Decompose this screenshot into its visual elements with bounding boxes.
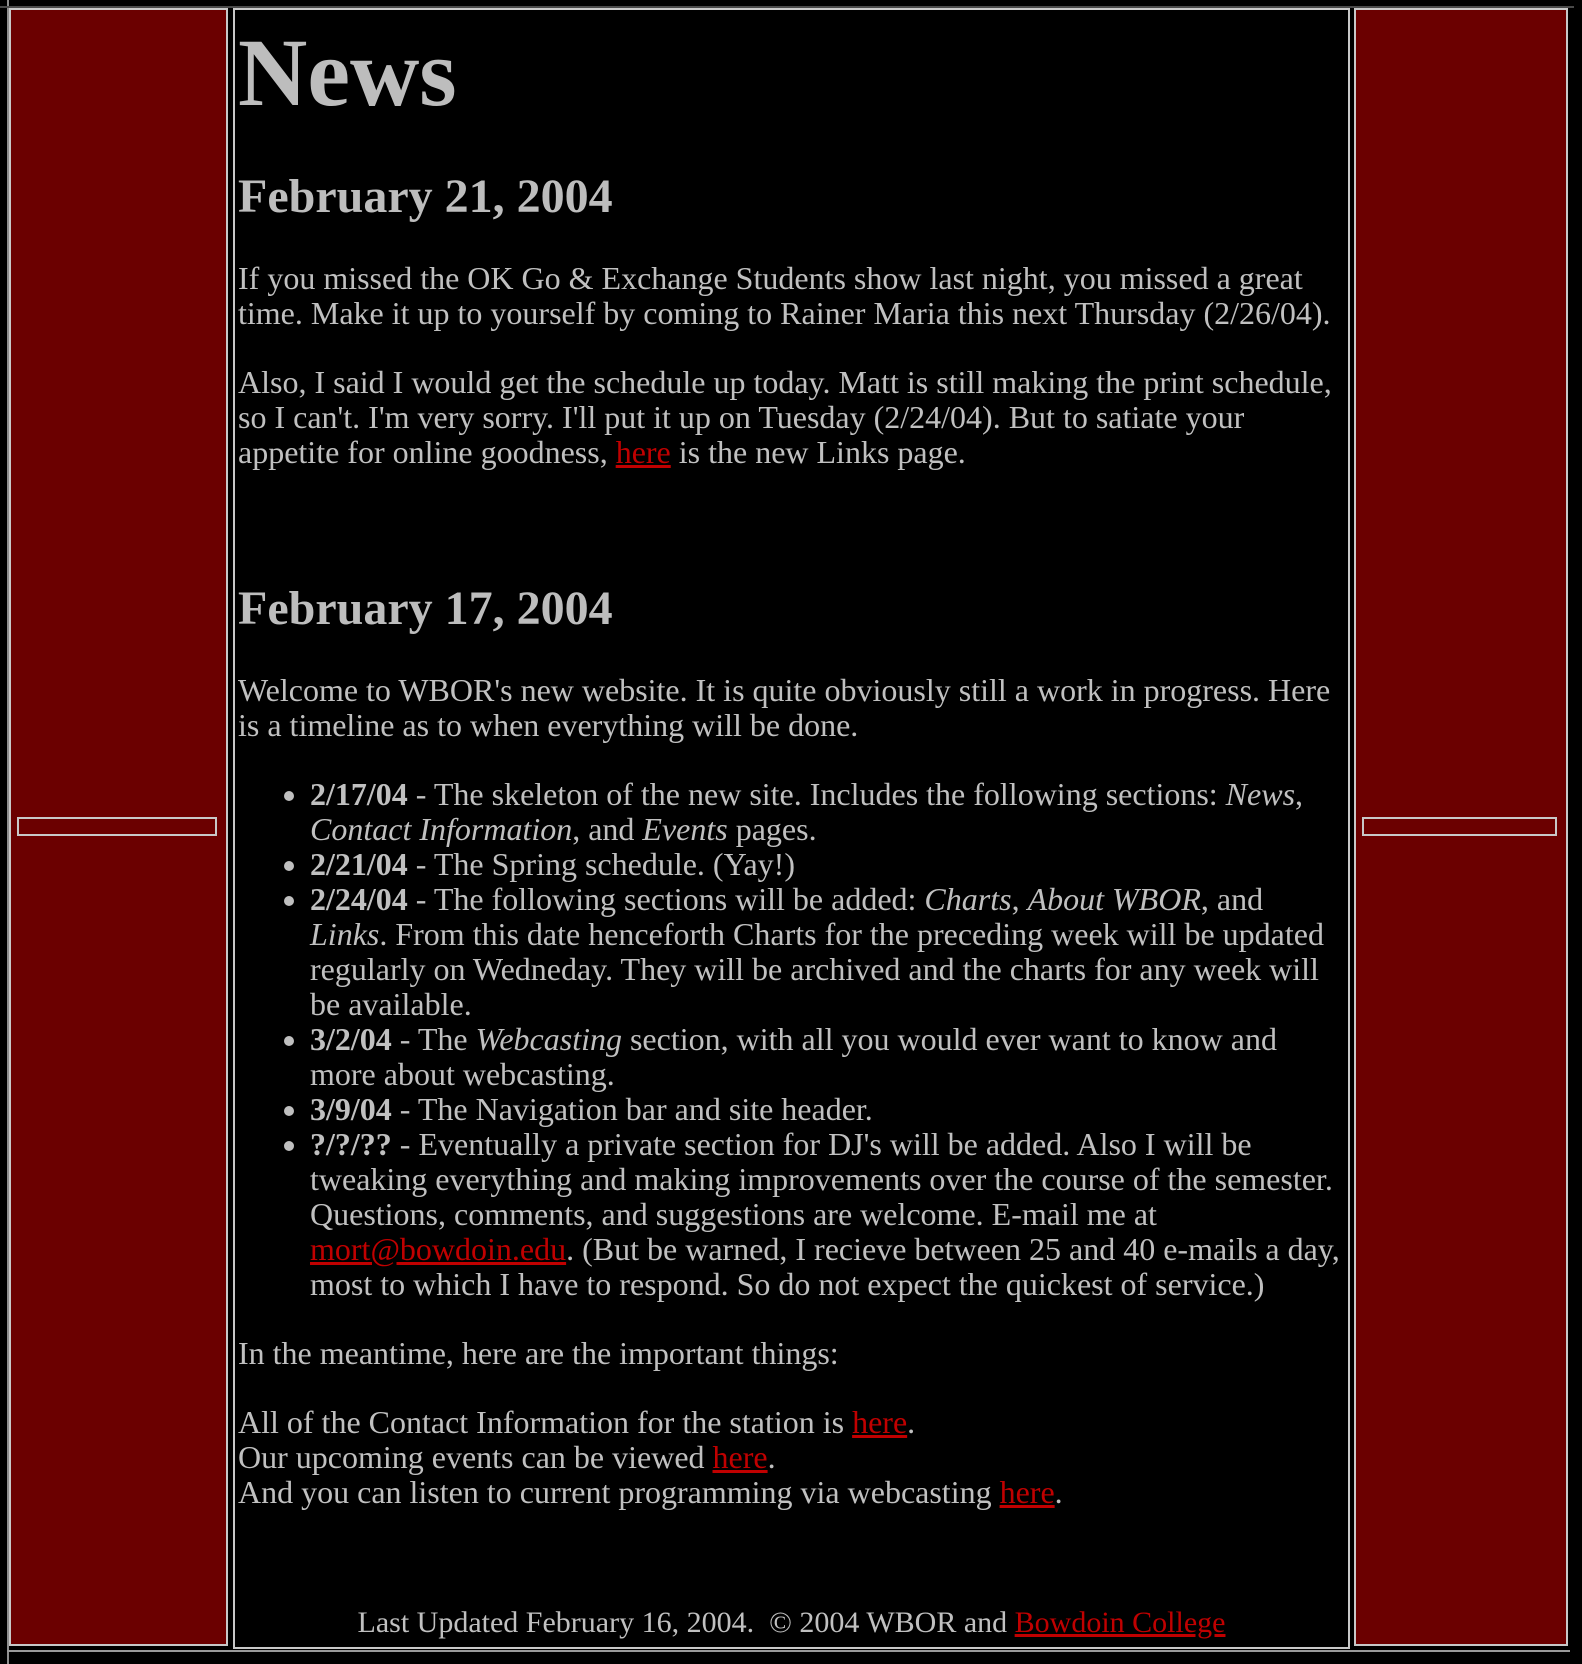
post1-paragraph-2 — [238, 365, 1342, 470]
text-run: is the new Links page. — [670, 434, 966, 470]
item-date: 2/21/04 — [310, 846, 408, 882]
list-item-2-21 — [310, 847, 1342, 882]
text-run: , — [1011, 881, 1028, 917]
text-run: All of the Contact Information for the station is — [238, 1404, 853, 1440]
left-sidebar — [9, 8, 228, 1646]
meantime-text: In the meantime, here are the important things: — [238, 1335, 839, 1371]
text-run: , and — [1200, 881, 1264, 917]
section-spacer — [238, 504, 1342, 538]
item-date: ?/?/?? — [310, 1126, 392, 1162]
right-sidebar-frame-box — [1362, 817, 1557, 836]
item-date: 3/9/04 — [310, 1091, 392, 1127]
text-run: - The Navigation bar and site header. — [391, 1091, 873, 1127]
bowdoin-college-link[interactable]: Bowdoin College — [1014, 1606, 1226, 1639]
right-sidebar — [1354, 8, 1568, 1646]
page-title: News — [238, 19, 457, 126]
text-run: - The Spring schedule. (Yay!) — [407, 846, 795, 882]
text-run: . From this date henceforth Charts for the preceding week will be updated regularly on Wedneday. They will be archived and the charts for any week will be available. — [310, 916, 1324, 1022]
section-name: Charts — [924, 881, 1012, 917]
text-run: . — [767, 1439, 776, 1475]
main-content-panel — [233, 8, 1350, 1649]
contact-info-link[interactable]: here — [852, 1404, 908, 1440]
list-item-2-17 — [310, 777, 1342, 847]
webcasting-link[interactable]: here — [999, 1474, 1055, 1510]
section-name: Links — [310, 916, 380, 952]
post1-heading: February 21, 2004 — [238, 170, 613, 223]
list-item-future — [310, 1127, 1342, 1302]
text-run: . — [907, 1404, 916, 1440]
text-run: , — [1295, 776, 1304, 812]
item-date: 2/24/04 — [310, 881, 408, 917]
section-name: News — [1225, 776, 1296, 812]
list-item-3-2 — [310, 1022, 1342, 1092]
item-date: 3/2/04 — [310, 1021, 392, 1057]
text-run: Our upcoming events can be viewed — [238, 1439, 713, 1475]
section-name: About WBOR — [1027, 881, 1201, 917]
section-name: Events — [642, 811, 728, 847]
text-run: - Eventually a private section for DJ's will be added. Also I will be tweaking everything and making improvements over the course of the semester. Questions, comments, and suggestions are welcome. E-mail me at — [310, 1126, 1333, 1232]
footer-text: Last Updated February 16, 2004. © 2004 WBOR and — [357, 1606, 1015, 1639]
left-sidebar-frame-box — [17, 817, 217, 836]
outer-frame-line-bottom — [7, 1650, 1570, 1652]
item-date: 2/17/04 — [310, 776, 408, 812]
text-run: Also, I said I would get the schedule up today. Matt is still making the print schedule, so I can't. I'm very sorry. I'll put it up on Tuesday (2/24/04). But to satiate your appetite for online goodness, — [238, 364, 1332, 470]
section-name: Contact Information — [310, 811, 573, 847]
list-item-3-9 — [310, 1092, 1342, 1127]
text-run: - The following sections will be added: — [407, 881, 925, 917]
text-run: pages. — [727, 811, 817, 847]
post2-heading: February 17, 2004 — [238, 582, 613, 635]
timeline-list — [238, 777, 1342, 1302]
text-run: . (But be warned, I recieve between 25 and 40 e-mails a day, most to which I have to respond. So do not expect the quickest of service.) — [310, 1231, 1340, 1302]
links-page-link[interactable]: here — [615, 434, 671, 470]
text-run: - The skeleton of the new site. Includes the following sections: — [407, 776, 1226, 812]
list-item-2-24 — [310, 882, 1342, 1022]
text-run: . — [1054, 1474, 1063, 1510]
events-link[interactable]: here — [712, 1439, 768, 1475]
email-link[interactable]: mort@bowdoin.edu — [310, 1231, 567, 1267]
footer — [235, 1606, 1348, 1639]
post2-intro: Welcome to WBOR's new website. It is quite obviously still a work in progress. Here is a timeline as to when everything will be done. — [238, 672, 1331, 743]
text-run: , and — [572, 811, 643, 847]
important-links — [238, 1405, 1342, 1510]
text-run: section, with all you would ever want to know and more about webcasting. — [310, 1021, 1277, 1092]
post1-paragraph-1: If you missed the OK Go & Exchange Students show last night, you missed a great time. Make it up to yourself by coming to Rainer Maria this next Thursday (2/26/04). — [238, 260, 1331, 331]
text-run: And you can listen to current programming via webcasting — [238, 1474, 1000, 1510]
section-name: Webcasting — [475, 1021, 622, 1057]
text-run: - The — [391, 1021, 476, 1057]
